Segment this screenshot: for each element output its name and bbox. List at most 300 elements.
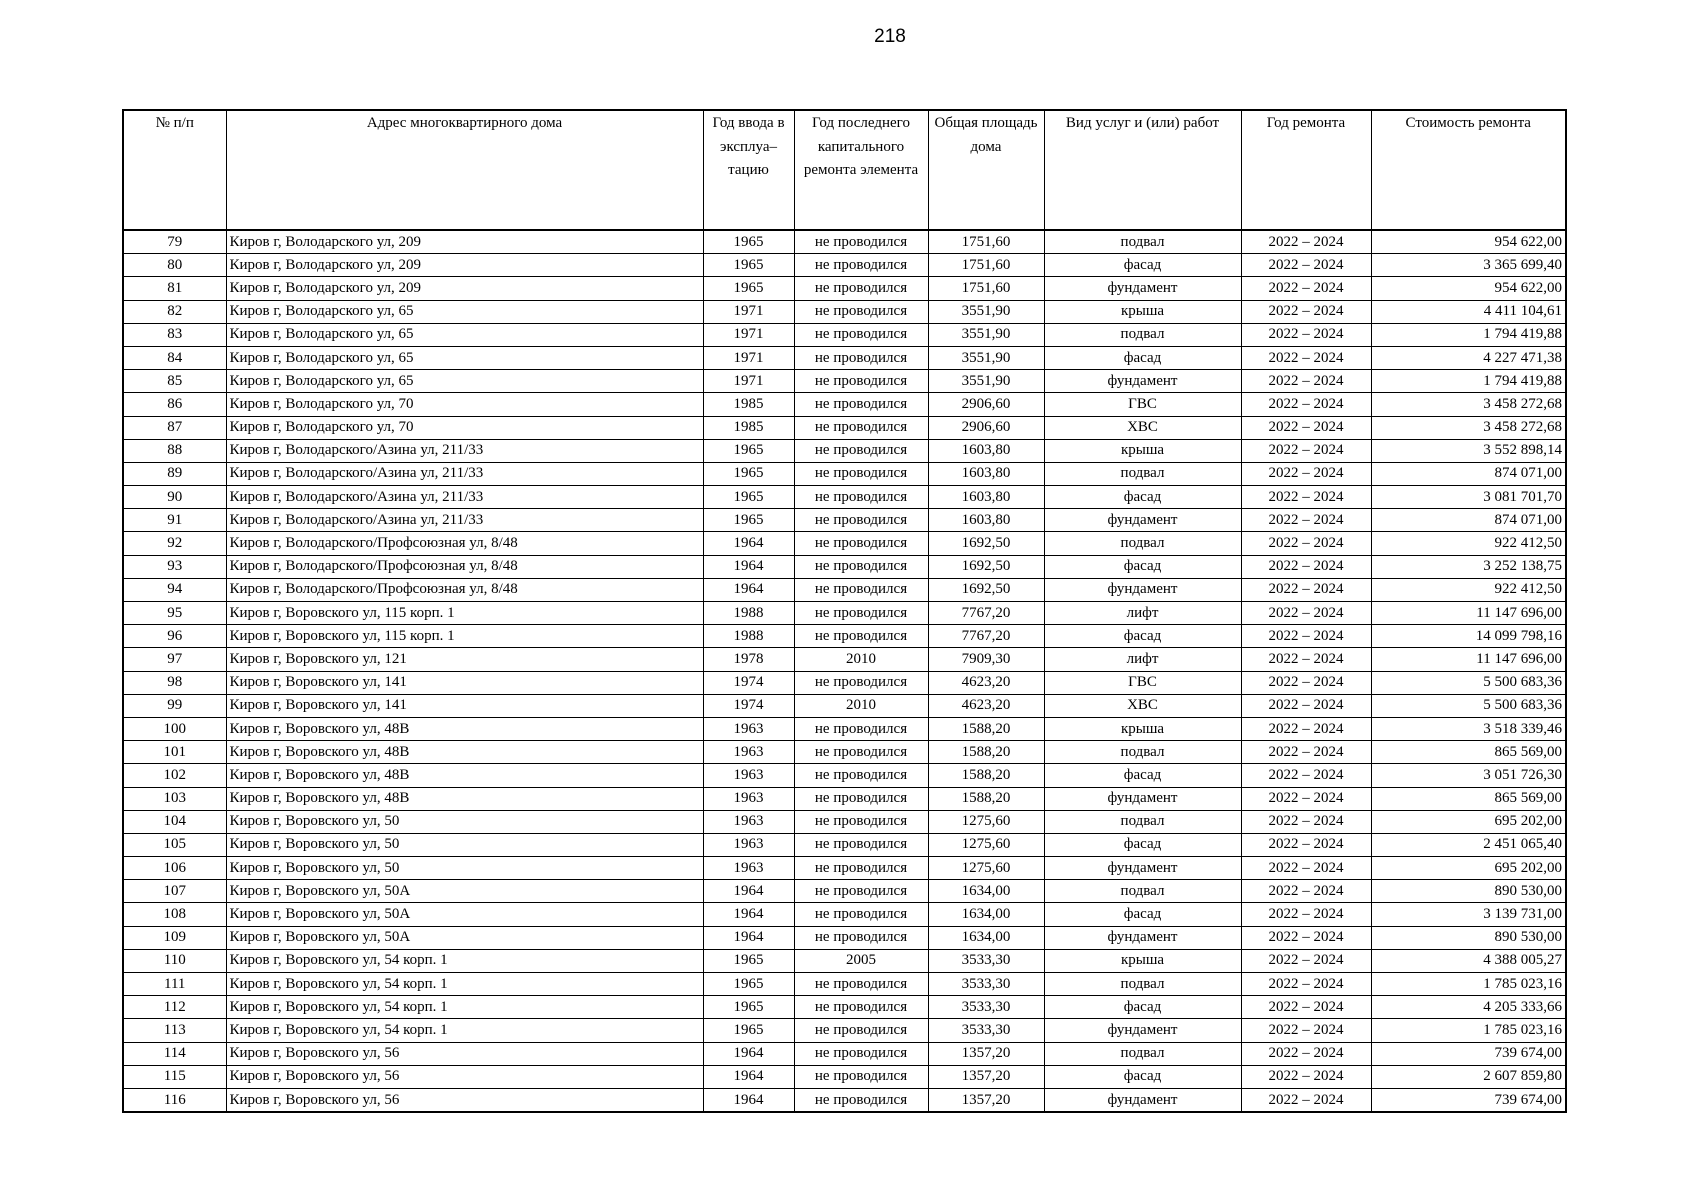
work-type-cell: подвал [1044,880,1241,903]
work-type-cell: фундамент [1044,370,1241,393]
year-built-cell: 1988 [703,602,794,625]
address-cell: Киров г, Володарского/Профсоюзная ул, 8/48 [226,578,703,601]
area-cell: 4623,20 [928,671,1044,694]
year-built-cell: 1964 [703,1088,794,1112]
work-type-cell: крыша [1044,439,1241,462]
repair-period-cell: 2022 – 2024 [1241,323,1371,346]
table-row [123,486,1566,509]
row-number: 95 [123,602,226,625]
repair-period-cell: 2022 – 2024 [1241,602,1371,625]
row-number: 104 [123,810,226,833]
area-cell: 3551,90 [928,300,1044,323]
area-cell: 3533,30 [928,996,1044,1019]
area-cell: 7767,20 [928,602,1044,625]
area-cell: 1751,60 [928,254,1044,277]
year-built-cell: 1965 [703,462,794,485]
area-cell: 1588,20 [928,717,1044,740]
address-cell: Киров г, Воровского ул, 121 [226,648,703,671]
table-row [123,509,1566,532]
area-cell: 1275,60 [928,857,1044,880]
row-number: 102 [123,764,226,787]
last-repair-cell: не проводился [794,230,928,254]
cost-cell: 11 147 696,00 [1371,648,1566,671]
last-repair-cell: не проводился [794,880,928,903]
row-number: 97 [123,648,226,671]
last-repair-cell: не проводился [794,416,928,439]
last-repair-cell: не проводился [794,439,928,462]
cost-cell: 890 530,00 [1371,880,1566,903]
table-row [123,602,1566,625]
last-repair-cell: не проводился [794,741,928,764]
work-type-cell: подвал [1044,532,1241,555]
table-row [123,741,1566,764]
address-cell: Киров г, Воровского ул, 54 корп. 1 [226,996,703,1019]
row-number: 89 [123,462,226,485]
page-number: 218 [874,26,906,47]
table-row [123,810,1566,833]
year-built-cell: 1964 [703,903,794,926]
year-built-cell: 1963 [703,764,794,787]
work-type-cell: фасад [1044,555,1241,578]
work-type-cell: подвал [1044,810,1241,833]
cost-cell: 739 674,00 [1371,1088,1566,1112]
year-built-cell: 1988 [703,625,794,648]
work-type-cell: крыша [1044,717,1241,740]
cost-cell: 3 051 726,30 [1371,764,1566,787]
header-num: № п/п [123,110,226,230]
last-repair-cell: не проводился [794,578,928,601]
work-type-cell: фасад [1044,996,1241,1019]
address-cell: Киров г, Володарского/Профсоюзная ул, 8/48 [226,555,703,578]
year-built-cell: 1963 [703,741,794,764]
repair-period-cell: 2022 – 2024 [1241,416,1371,439]
work-type-cell: фундамент [1044,1088,1241,1112]
address-cell: Киров г, Воровского ул, 54 корп. 1 [226,949,703,972]
header-address: Адрес многоквартирного дома [226,110,703,230]
area-cell: 4623,20 [928,694,1044,717]
row-number: 115 [123,1065,226,1088]
last-repair-cell: не проводился [794,555,928,578]
cost-cell: 1 794 419,88 [1371,370,1566,393]
last-repair-cell: не проводился [794,996,928,1019]
repair-period-cell: 2022 – 2024 [1241,764,1371,787]
last-repair-cell: не проводился [794,764,928,787]
year-built-cell: 1964 [703,555,794,578]
last-repair-cell: не проводился [794,903,928,926]
work-type-cell: подвал [1044,973,1241,996]
row-number: 105 [123,833,226,856]
area-cell: 1275,60 [928,810,1044,833]
table-row [123,1019,1566,1042]
address-cell: Киров г, Володарского ул, 209 [226,277,703,300]
row-number: 98 [123,671,226,694]
year-built-cell: 1974 [703,694,794,717]
table-row [123,393,1566,416]
repair-period-cell: 2022 – 2024 [1241,370,1371,393]
area-cell: 2906,60 [928,416,1044,439]
address-cell: Киров г, Воровского ул, 54 корп. 1 [226,973,703,996]
table-row [123,973,1566,996]
header-work: Вид услуг и (или) работ [1044,110,1241,230]
last-repair-cell: не проводился [794,462,928,485]
address-cell: Киров г, Воровского ул, 48В [226,741,703,764]
year-built-cell: 1965 [703,949,794,972]
row-number: 93 [123,555,226,578]
header-period: Год ремонта [1241,110,1371,230]
last-repair-cell: не проводился [794,926,928,949]
cost-cell: 11 147 696,00 [1371,602,1566,625]
row-number: 92 [123,532,226,555]
cost-cell: 3 252 138,75 [1371,555,1566,578]
header-row [123,110,1566,230]
table-row [123,648,1566,671]
address-cell: Киров г, Воровского ул, 141 [226,694,703,717]
cost-cell: 3 518 339,46 [1371,717,1566,740]
work-type-cell: фундамент [1044,926,1241,949]
year-built-cell: 1985 [703,416,794,439]
year-built-cell: 1965 [703,996,794,1019]
address-cell: Киров г, Володарского/Азина ул, 211/33 [226,509,703,532]
area-cell: 3551,90 [928,370,1044,393]
table-row [123,833,1566,856]
cost-cell: 4 388 005,27 [1371,949,1566,972]
row-number: 112 [123,996,226,1019]
table-row [123,671,1566,694]
year-built-cell: 1965 [703,509,794,532]
table-row [123,1042,1566,1065]
area-cell: 1603,80 [928,486,1044,509]
repair-period-cell: 2022 – 2024 [1241,880,1371,903]
table-row [123,903,1566,926]
last-repair-cell: не проводился [794,787,928,810]
row-number: 81 [123,277,226,300]
address-cell: Киров г, Володарского ул, 65 [226,323,703,346]
table-row [123,416,1566,439]
year-built-cell: 1964 [703,532,794,555]
repair-period-cell: 2022 – 2024 [1241,625,1371,648]
area-cell: 3533,30 [928,973,1044,996]
table-row [123,880,1566,903]
row-number: 99 [123,694,226,717]
year-built-cell: 1978 [703,648,794,671]
area-cell: 1692,50 [928,555,1044,578]
work-type-cell: фундамент [1044,1019,1241,1042]
address-cell: Киров г, Володарского ул, 70 [226,416,703,439]
cost-cell: 695 202,00 [1371,857,1566,880]
address-cell: Киров г, Воровского ул, 141 [226,671,703,694]
address-cell: Киров г, Воровского ул, 50А [226,903,703,926]
address-cell: Киров г, Володарского ул, 65 [226,300,703,323]
row-number: 84 [123,346,226,369]
cost-cell: 1 785 023,16 [1371,1019,1566,1042]
table-row [123,949,1566,972]
last-repair-cell: не проводился [794,254,928,277]
address-cell: Киров г, Воровского ул, 48В [226,787,703,810]
year-built-cell: 1985 [703,393,794,416]
table-row [123,578,1566,601]
table-row [123,346,1566,369]
last-repair-cell: не проводился [794,717,928,740]
address-cell: Киров г, Воровского ул, 50 [226,810,703,833]
year-built-cell: 1971 [703,346,794,369]
cost-cell: 3 458 272,68 [1371,416,1566,439]
work-type-cell: ХВС [1044,416,1241,439]
work-type-cell: фундамент [1044,277,1241,300]
row-number: 103 [123,787,226,810]
year-built-cell: 1971 [703,323,794,346]
last-repair-cell: не проводился [794,671,928,694]
year-built-cell: 1965 [703,973,794,996]
year-built-cell: 1963 [703,833,794,856]
last-repair-cell: не проводился [794,509,928,532]
last-repair-cell: не проводился [794,323,928,346]
address-cell: Киров г, Воровского ул, 50 [226,857,703,880]
table-body [123,230,1566,1112]
last-repair-cell: не проводился [794,1042,928,1065]
table-row [123,996,1566,1019]
area-cell: 1751,60 [928,277,1044,300]
area-cell: 3551,90 [928,346,1044,369]
last-repair-cell: 2010 [794,694,928,717]
row-number: 107 [123,880,226,903]
table-row [123,532,1566,555]
table-row [123,462,1566,485]
repair-period-cell: 2022 – 2024 [1241,393,1371,416]
repair-period-cell: 2022 – 2024 [1241,1088,1371,1112]
work-type-cell: фундамент [1044,578,1241,601]
cost-cell: 14 099 798,16 [1371,625,1566,648]
address-cell: Киров г, Воровского ул, 50 [226,833,703,856]
work-type-cell: фасад [1044,764,1241,787]
last-repair-cell: не проводился [794,532,928,555]
row-number: 109 [123,926,226,949]
repair-period-cell: 2022 – 2024 [1241,532,1371,555]
cost-cell: 1 785 023,16 [1371,973,1566,996]
cost-cell: 4 411 104,61 [1371,300,1566,323]
area-cell: 1603,80 [928,462,1044,485]
work-type-cell: ХВС [1044,694,1241,717]
repair-period-cell: 2022 – 2024 [1241,857,1371,880]
area-cell: 1751,60 [928,230,1044,254]
work-type-cell: крыша [1044,949,1241,972]
work-type-cell: фундамент [1044,787,1241,810]
repair-period-cell: 2022 – 2024 [1241,1019,1371,1042]
repair-period-cell: 2022 – 2024 [1241,1065,1371,1088]
cost-cell: 874 071,00 [1371,509,1566,532]
work-type-cell: фундамент [1044,857,1241,880]
cost-cell: 3 081 701,70 [1371,486,1566,509]
repair-period-cell: 2022 – 2024 [1241,648,1371,671]
repair-period-cell: 2022 – 2024 [1241,949,1371,972]
table-row [123,277,1566,300]
work-type-cell: фасад [1044,833,1241,856]
year-built-cell: 1965 [703,1019,794,1042]
last-repair-cell: не проводился [794,1065,928,1088]
repair-period-cell: 2022 – 2024 [1241,833,1371,856]
table-row [123,787,1566,810]
row-number: 79 [123,230,226,254]
year-built-cell: 1974 [703,671,794,694]
row-number: 113 [123,1019,226,1042]
address-cell: Киров г, Володарского ул, 209 [226,230,703,254]
area-cell: 1275,60 [928,833,1044,856]
cost-cell: 1 794 419,88 [1371,323,1566,346]
work-type-cell: подвал [1044,462,1241,485]
row-number: 108 [123,903,226,926]
table-row [123,717,1566,740]
area-cell: 3533,30 [928,949,1044,972]
cost-cell: 695 202,00 [1371,810,1566,833]
row-number: 96 [123,625,226,648]
work-type-cell: подвал [1044,323,1241,346]
address-cell: Киров г, Воровского ул, 115 корп. 1 [226,625,703,648]
address-cell: Киров г, Воровского ул, 50А [226,926,703,949]
repair-period-cell: 2022 – 2024 [1241,254,1371,277]
address-cell: Киров г, Володарского ул, 65 [226,370,703,393]
row-number: 86 [123,393,226,416]
address-cell: Киров г, Володарского ул, 65 [226,346,703,369]
last-repair-cell: не проводился [794,1088,928,1112]
address-cell: Киров г, Володарского/Азина ул, 211/33 [226,439,703,462]
repair-period-cell: 2022 – 2024 [1241,509,1371,532]
table-row [123,625,1566,648]
repair-period-cell: 2022 – 2024 [1241,810,1371,833]
cost-cell: 2 607 859,80 [1371,1065,1566,1088]
repair-period-cell: 2022 – 2024 [1241,973,1371,996]
year-built-cell: 1964 [703,578,794,601]
row-number: 80 [123,254,226,277]
repair-period-cell: 2022 – 2024 [1241,300,1371,323]
row-number: 91 [123,509,226,532]
last-repair-cell: не проводился [794,810,928,833]
year-built-cell: 1971 [703,370,794,393]
year-built-cell: 1971 [703,300,794,323]
last-repair-cell: не проводился [794,1019,928,1042]
row-number: 88 [123,439,226,462]
repair-period-cell: 2022 – 2024 [1241,787,1371,810]
last-repair-cell: не проводился [794,300,928,323]
cost-cell: 4 227 471,38 [1371,346,1566,369]
cost-cell: 3 552 898,14 [1371,439,1566,462]
repair-period-cell: 2022 – 2024 [1241,926,1371,949]
area-cell: 3551,90 [928,323,1044,346]
repair-period-cell: 2022 – 2024 [1241,671,1371,694]
cost-cell: 922 412,50 [1371,578,1566,601]
last-repair-cell: не проводился [794,346,928,369]
repair-period-cell: 2022 – 2024 [1241,555,1371,578]
last-repair-cell: не проводился [794,857,928,880]
last-repair-cell: не проводился [794,370,928,393]
repair-period-cell: 2022 – 2024 [1241,578,1371,601]
table-row [123,230,1566,254]
address-cell: Киров г, Володарского ул, 70 [226,393,703,416]
area-cell: 1357,20 [928,1088,1044,1112]
row-number: 106 [123,857,226,880]
area-cell: 1634,00 [928,880,1044,903]
address-cell: Киров г, Воровского ул, 56 [226,1042,703,1065]
cost-cell: 890 530,00 [1371,926,1566,949]
row-number: 114 [123,1042,226,1065]
repair-period-cell: 2022 – 2024 [1241,694,1371,717]
area-cell: 1357,20 [928,1042,1044,1065]
repair-period-cell: 2022 – 2024 [1241,346,1371,369]
cost-cell: 4 205 333,66 [1371,996,1566,1019]
year-built-cell: 1965 [703,230,794,254]
year-built-cell: 1964 [703,1065,794,1088]
address-cell: Киров г, Володарского/Азина ул, 211/33 [226,486,703,509]
table-row [123,323,1566,346]
cost-cell: 874 071,00 [1371,462,1566,485]
area-cell: 7767,20 [928,625,1044,648]
last-repair-cell: не проводился [794,486,928,509]
area-cell: 2906,60 [928,393,1044,416]
work-type-cell: фасад [1044,903,1241,926]
address-cell: Киров г, Володарского ул, 209 [226,254,703,277]
table-row [123,254,1566,277]
address-cell: Киров г, Воровского ул, 56 [226,1088,703,1112]
last-repair-cell: не проводился [794,277,928,300]
repair-period-cell: 2022 – 2024 [1241,277,1371,300]
header-year-built: Год ввода в эксплуа–тацию [703,110,794,230]
table-row [123,926,1566,949]
cost-cell: 5 500 683,36 [1371,671,1566,694]
area-cell: 1603,80 [928,439,1044,462]
area-cell: 1634,00 [928,903,1044,926]
area-cell: 3533,30 [928,1019,1044,1042]
year-built-cell: 1963 [703,787,794,810]
repair-period-cell: 2022 – 2024 [1241,439,1371,462]
year-built-cell: 1965 [703,277,794,300]
row-number: 116 [123,1088,226,1112]
work-type-cell: фасад [1044,1065,1241,1088]
year-built-cell: 1963 [703,810,794,833]
area-cell: 1692,50 [928,578,1044,601]
work-type-cell: лифт [1044,602,1241,625]
work-type-cell: ГВС [1044,393,1241,416]
row-number: 90 [123,486,226,509]
table-row [123,439,1566,462]
year-built-cell: 1965 [703,254,794,277]
cost-cell: 865 569,00 [1371,741,1566,764]
year-built-cell: 1964 [703,1042,794,1065]
last-repair-cell: не проводился [794,833,928,856]
table-row [123,694,1566,717]
row-number: 101 [123,741,226,764]
work-type-cell: подвал [1044,1042,1241,1065]
row-number: 82 [123,300,226,323]
work-type-cell: подвал [1044,230,1241,254]
cost-cell: 3 458 272,68 [1371,393,1566,416]
table-row [123,555,1566,578]
row-number: 100 [123,717,226,740]
work-type-cell: фасад [1044,254,1241,277]
row-number: 85 [123,370,226,393]
cost-cell: 3 365 699,40 [1371,254,1566,277]
address-cell: Киров г, Володарского/Профсоюзная ул, 8/48 [226,532,703,555]
repair-period-cell: 2022 – 2024 [1241,1042,1371,1065]
cost-cell: 865 569,00 [1371,787,1566,810]
area-cell: 1588,20 [928,741,1044,764]
repair-period-cell: 2022 – 2024 [1241,486,1371,509]
work-type-cell: лифт [1044,648,1241,671]
table-row [123,370,1566,393]
address-cell: Киров г, Володарского/Азина ул, 211/33 [226,462,703,485]
repair-period-cell: 2022 – 2024 [1241,462,1371,485]
year-built-cell: 1963 [703,857,794,880]
area-cell: 1603,80 [928,509,1044,532]
header-last-repair: Год последнего капитального ремонта элемента [794,110,928,230]
row-number: 83 [123,323,226,346]
